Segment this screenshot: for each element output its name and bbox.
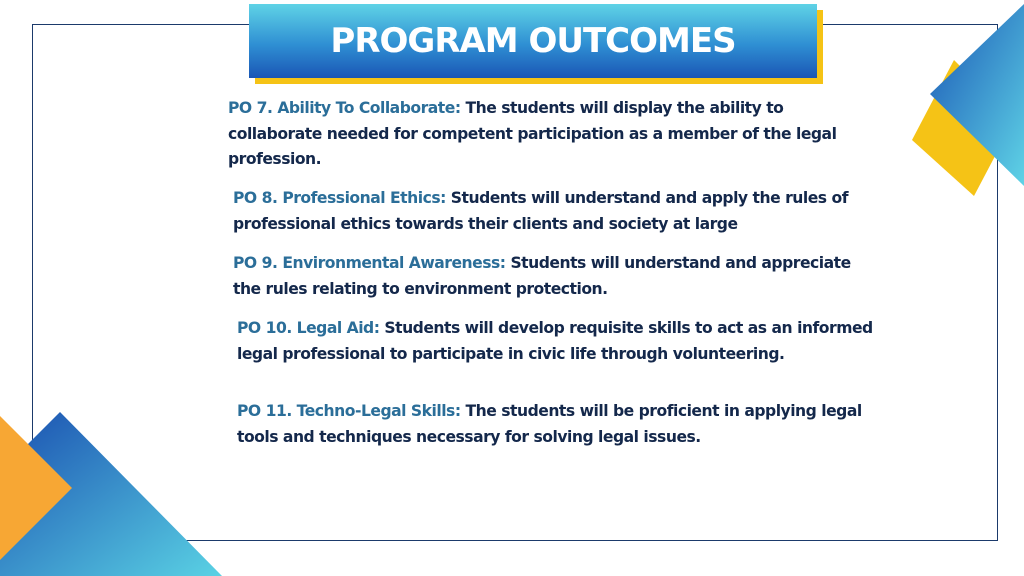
outcome-po9 [233,251,873,302]
page-title: PROGRAM OUTCOMES [330,21,736,61]
outcome-label: PO 8. Professional Ethics: [233,189,446,207]
outcome-po11 [237,399,897,450]
outcome-label: PO 11. Techno-Legal Skills: [237,402,461,420]
title-banner [249,4,817,78]
outcome-po8 [233,186,893,237]
outcome-text: Students will understand and apply the rules of professional ethics towards their clients and society at large [233,189,849,233]
outcome-po7 [228,96,868,173]
outcome-text: Students will understand and appreciate the rules relating to environment protection. [233,254,851,298]
outcome-text: The students will be proficient in applying legal tools and techniques necessary for solving legal issues. [237,402,862,446]
outcome-label: PO 10. Legal Aid: [237,319,380,337]
outcome-text: The students will display the ability to collaborate needed for competent participation as a member of the legal profession. [228,99,837,168]
outcome-label: PO 7. Ability To Collaborate: [228,99,461,117]
outcome-label: PO 9. Environmental Awareness: [233,254,506,272]
outcome-text: Students will develop requisite skills to act as an informed legal professional to participate in civic life through volunteering. [237,319,873,363]
outcome-po10 [237,316,877,367]
